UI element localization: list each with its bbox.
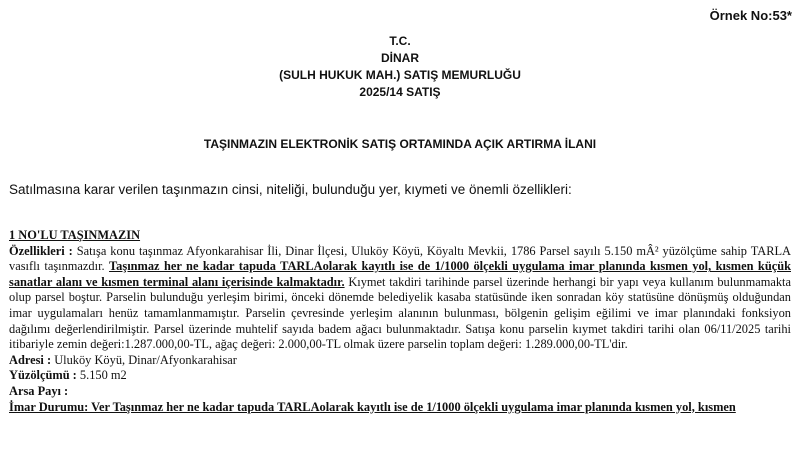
- features-text-2: Kıymet takdiri tarihinde parsel üzerinde herhangi bir yapı veya kullanım bulunmamakta olup parsel boştur. Parselin bulunduğu yerleşim birimi, önceki dönemde belediyelik kasaba statüsünde iken sonradan köy statüsüne dönüşmüş olduğundan imar uygulamaları henüz tamamlanmamıştır. Parselin çevresinde yerleşim alanının bulunması, bölgenin gelişim eğilimi ve imar planındaki fonksiyon dağılımı değerlendirilmiştir. Parsel üzerinde muhtelif sayıda badem ağacı bulunmaktadır. Satışa konu parselin kıymet takdiri tarihi olan 06/11/2025 tarihi itibariyle zemin değeri:1.287.000,00-TL, ağaç değeri: 2.000,00-TL olmak üzere parselin toplam değeri: 1.289.000,00-TL'dir.: [9, 274, 791, 352]
- features-paragraph: [9, 244, 791, 353]
- area-value: 5.150 m2: [76, 368, 127, 383]
- sample-number: Örnek No:53*: [709, 8, 792, 23]
- property-title: 1 NO'LU TAŞINMAZIN: [9, 228, 141, 242]
- area-label: Yüzölçümü :: [9, 368, 77, 383]
- header-line-4: 2025/14 SATIŞ: [359, 85, 441, 99]
- address-label: Adresi :: [9, 352, 52, 367]
- area-line: [9, 368, 791, 384]
- features-emphasis: Taşınmaz her ne kadar tapuda TARLAolarak kayıtlı ise de 1/1000 ölçekli uygulama imar planında kısmen yol, kısmen küçük sanatlar alanı ve kısmen terminal alanı içerisinde kalmaktadır.: [9, 259, 791, 289]
- share-line: [9, 384, 791, 400]
- document-header: [0, 33, 800, 101]
- header-line-2: DİNAR: [381, 51, 419, 65]
- address-value: Uluköy Köyü, Dinar/Afyonkarahisar: [51, 352, 237, 367]
- features-label: Özellikleri :: [9, 243, 73, 258]
- property-section: [9, 228, 791, 415]
- zoning-line: İmar Durumu: Ver Taşınmaz her ne kadar tapuda TARLAolarak kayıtlı ise de 1/1000 ölçekli uygulama imar planında kısmen yol, kısmen: [9, 399, 736, 414]
- share-label: Arsa Payı :: [9, 383, 69, 398]
- header-line-1: T.C.: [389, 34, 411, 48]
- notice-title: TAŞINMAZIN ELEKTRONİK SATIŞ ORTAMINDA AÇIK ARTIRMA İLANI: [203, 137, 597, 151]
- intro-text: Satılmasına karar verilen taşınmazın cinsi, niteliği, bulunduğu yer, kıymeti ve önemli özellikleri:: [9, 182, 572, 197]
- features-text-1: Satışa konu taşınmaz Afyonkarahisar İli, Dinar İlçesi, Uluköy Köyü, Köyaltı Mevkii, 1786 Parsel sayılı 5.150 mÂ² yüzölçüme sahip TARLA vasıflı taşınmazdır.: [9, 243, 791, 274]
- address-line: [9, 353, 791, 369]
- header-line-3: (SULH HUKUK MAH.) SATIŞ MEMURLUĞU: [279, 68, 521, 82]
